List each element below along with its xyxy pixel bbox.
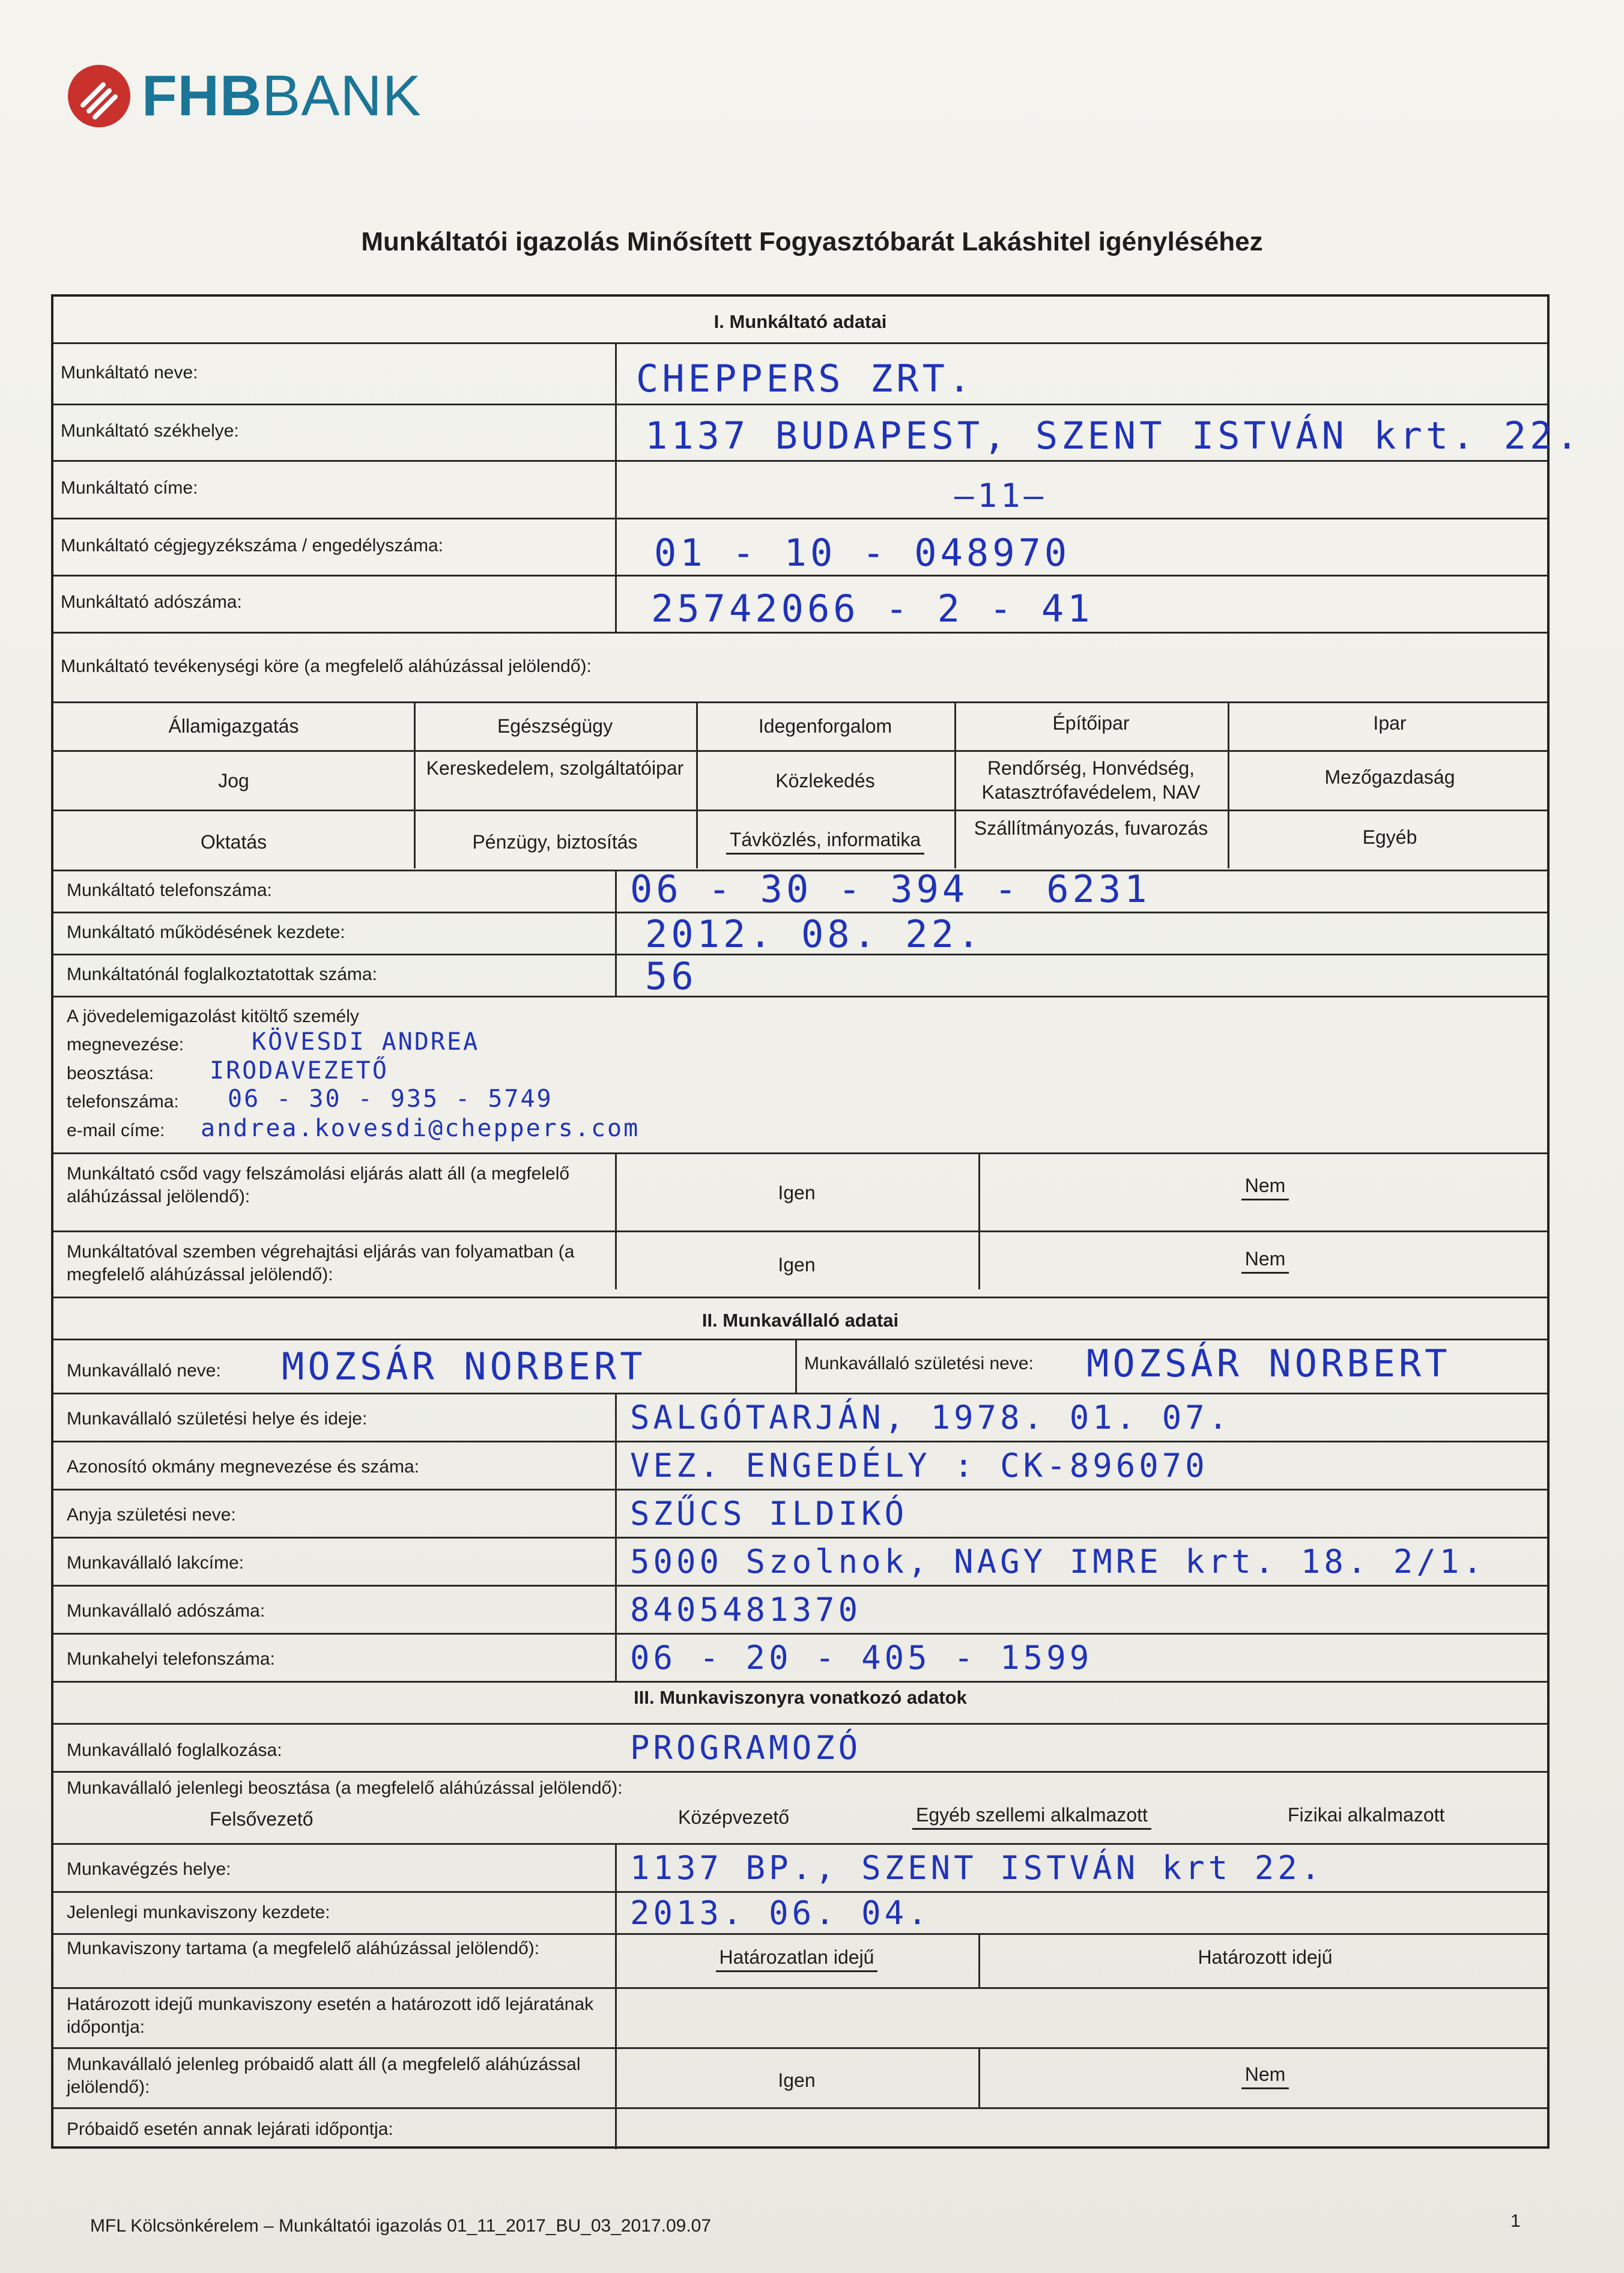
bank-logo xyxy=(66,63,422,129)
label-filler-position: beosztása: xyxy=(67,1064,154,1083)
hand-home-address: 5000 Szolnok, NAGY IMRE krt. 18. 2/1. xyxy=(630,1543,1486,1581)
label-probation: Munkavállaló jelenleg próbaidő alatt áll (a megfelelő aláhúzással jelölendő): xyxy=(67,2054,581,2097)
label-home-address: Munkavállaló lakcíme: xyxy=(67,1553,244,1573)
label-employer-address: Munkáltató címe: xyxy=(61,478,198,498)
label-employee-name: Munkavállaló neve: xyxy=(67,1361,221,1381)
hand-employee-tax: 8405481370 xyxy=(630,1591,862,1629)
document-title: Munkáltatói igazolás Minősített Fogyasztóbarát Lakáshitel igényléséhez xyxy=(361,227,1263,256)
section-1-title: I. Munkáltató adatai xyxy=(714,311,887,332)
position-option-selected[interactable]: Egyéb szellemi alkalmazott xyxy=(912,1803,1151,1827)
position-option[interactable]: Középvezető xyxy=(678,1806,790,1828)
activity-option[interactable]: Ipar xyxy=(1373,712,1407,734)
hand-id-document: VEZ. ENGEDÉLY : CK-896070 xyxy=(630,1447,1208,1485)
hand-mother-name: SZŰCS ILDIKÓ xyxy=(630,1495,908,1533)
logo-text: FHBBANK xyxy=(142,64,422,128)
label-tax-number: Munkáltató adószáma: xyxy=(61,592,242,612)
label-work-phone: Munkahelyi telefonszáma: xyxy=(67,1649,275,1669)
probation-yes[interactable]: Igen xyxy=(778,2069,816,2091)
activity-option-selected[interactable]: Távközlés, informatika xyxy=(696,828,954,852)
hand-employer-name: CHEPPERS ZRT. xyxy=(636,357,975,401)
label-enforcement: Munkáltatóval szemben végrehajtási eljárás van folyamatban (a megfelelő aláhúzással jelölendő): xyxy=(67,1242,575,1285)
label-filler-email: e-mail címe: xyxy=(67,1121,165,1140)
hand-employee-name: MOZSÁR NORBERT xyxy=(282,1345,646,1388)
label-work-place: Munkavégzés helye: xyxy=(67,1859,231,1879)
activity-option[interactable]: Rendőrség, Honvédség, Katasztrófavédelem, NAV xyxy=(981,757,1201,803)
bankruptcy-no-selected[interactable]: Nem xyxy=(978,1173,1552,1197)
hand-company-reg: 01 - 10 - 048970 xyxy=(654,531,1071,575)
activity-option[interactable]: Közlekedés xyxy=(775,770,875,791)
label-employee-tax: Munkavállaló adószáma: xyxy=(67,1601,265,1621)
hand-filler-email: andrea.kovesdi@cheppers.com xyxy=(201,1115,640,1142)
probation-no-selected[interactable]: Nem xyxy=(978,2062,1552,2086)
hand-birth-place-date: SALGÓTARJÁN, 1978. 01. 07. xyxy=(630,1399,1232,1436)
duration-fixed[interactable]: Határozott idejű xyxy=(1198,1946,1333,1968)
hand-employer-seat: 1137 BUDAPEST, SZENT ISTVÁN krt. 22. xyxy=(645,414,1582,458)
activity-option[interactable]: Egészségügy xyxy=(497,715,613,737)
label-activity: Munkáltató tevékenységi köre (a megfelelő aláhúzással jelölendő): xyxy=(61,656,592,676)
hand-work-place: 1137 BP., SZENT ISTVÁN krt 22. xyxy=(630,1849,1324,1887)
label-employer-name: Munkáltató neve: xyxy=(61,363,198,383)
label-probation-expiry: Próbaidő esetén annak lejárati időpontja: xyxy=(67,2119,393,2139)
label-birth-place-date: Munkavállaló születési helye és ideje: xyxy=(67,1409,368,1429)
activity-option[interactable]: Építőipar xyxy=(1052,712,1130,734)
hand-employee-count: 56 xyxy=(645,954,697,998)
hand-operation-start: 2012. 08. 22. xyxy=(645,912,984,956)
hand-employer-phone: 06 - 30 - 394 - 6231 xyxy=(630,867,1151,911)
hand-employment-start: 2013. 06. 04. xyxy=(630,1894,931,1932)
duration-indefinite-selected[interactable]: Határozatlan idejű xyxy=(615,1945,978,1969)
label-filler-intro: A jövedelemigazolást kitöltő személy xyxy=(67,1006,359,1026)
hand-tax-number: 25742066 - 2 - 41 xyxy=(651,587,1094,631)
activity-option[interactable]: Pénzügy, biztosítás xyxy=(472,831,638,853)
label-employment-start: Jelenlegi munkaviszony kezdete: xyxy=(67,1902,330,1922)
position-option[interactable]: Fizikai alkalmazott xyxy=(1288,1804,1445,1826)
label-mother-name: Anyja születési neve: xyxy=(67,1505,236,1525)
section-3-title: III. Munkaviszonyra vonatkozó adatok xyxy=(634,1687,967,1708)
label-filler-phone: telefonszáma: xyxy=(67,1092,179,1112)
activity-option[interactable]: Államigazgatás xyxy=(168,715,299,737)
position-option[interactable]: Felsővezető xyxy=(210,1808,314,1830)
hand-filler-name: KÖVESDI ANDREA xyxy=(252,1028,480,1056)
label-bankruptcy: Munkáltató csőd vagy felszámolási eljárás alatt áll (a megfelelő aláhúzással jelölendő): xyxy=(67,1164,570,1206)
enforcement-yes[interactable]: Igen xyxy=(778,1254,816,1276)
label-current-position: Munkavállaló jelenlegi beosztása (a megfelelő aláhúzással jelölendő): xyxy=(67,1778,623,1798)
activity-option[interactable]: Szállítmányozás, fuvarozás xyxy=(974,817,1208,839)
fhb-logo-icon xyxy=(66,63,132,129)
label-id-document: Azonosító okmány megnevezése és száma: xyxy=(67,1457,419,1477)
hand-work-phone: 06 - 20 - 405 - 1599 xyxy=(630,1639,1093,1677)
label-filler-name: megnevezése: xyxy=(67,1035,184,1055)
activity-option[interactable]: Jog xyxy=(218,770,249,791)
enforcement-no-selected[interactable]: Nem xyxy=(978,1247,1552,1271)
label-fixed-term-expiry: Határozott idejű munkaviszony esetén a határozott idő lejáratának időpontja: xyxy=(67,1994,594,2037)
hand-filler-position: IRODAVEZETŐ xyxy=(210,1057,389,1085)
activity-option[interactable]: Egyéb xyxy=(1362,826,1417,848)
label-operation-start: Munkáltató működésének kezdete: xyxy=(67,922,345,942)
section-2-title: II. Munkavállaló adatai xyxy=(701,1310,899,1331)
label-occupation: Munkavállaló foglalkozása: xyxy=(67,1740,282,1760)
form-table xyxy=(51,294,1582,2149)
activity-option[interactable]: Mezőgazdaság xyxy=(1324,766,1455,788)
hand-filler-phone: 06 - 30 - 935 - 5749 xyxy=(228,1085,553,1113)
hand-employer-address: —11— xyxy=(954,477,1047,515)
activity-option[interactable]: Oktatás xyxy=(200,831,267,853)
activity-option[interactable]: Kereskedelem, szolgáltatóipar xyxy=(426,757,684,779)
label-employer-seat: Munkáltató székhelye: xyxy=(61,421,239,441)
label-company-reg: Munkáltató cégjegyzékszáma / engedélyszáma: xyxy=(61,536,444,555)
footer-text: MFL Kölcsönkérelem – Munkáltatói igazolás 01_11_2017_BU_03_2017.09.07 xyxy=(90,2216,712,2236)
label-birth-name: Munkavállaló születési neve: xyxy=(804,1354,1034,1373)
hand-occupation: PROGRAMOZÓ xyxy=(630,1729,862,1767)
activity-option[interactable]: Idegenforgalom xyxy=(758,715,892,737)
hand-birth-name: MOZSÁR NORBERT xyxy=(1086,1342,1451,1385)
bankruptcy-yes[interactable]: Igen xyxy=(778,1182,816,1203)
label-duration: Munkaviszony tartama (a megfelelő aláhúzással jelölendő): xyxy=(67,1939,540,1958)
label-employer-phone: Munkáltató telefonszáma: xyxy=(67,880,272,900)
label-employee-count: Munkáltatónál foglalkoztatottak száma: xyxy=(67,964,377,984)
page-number: 1 xyxy=(1510,2211,1521,2231)
